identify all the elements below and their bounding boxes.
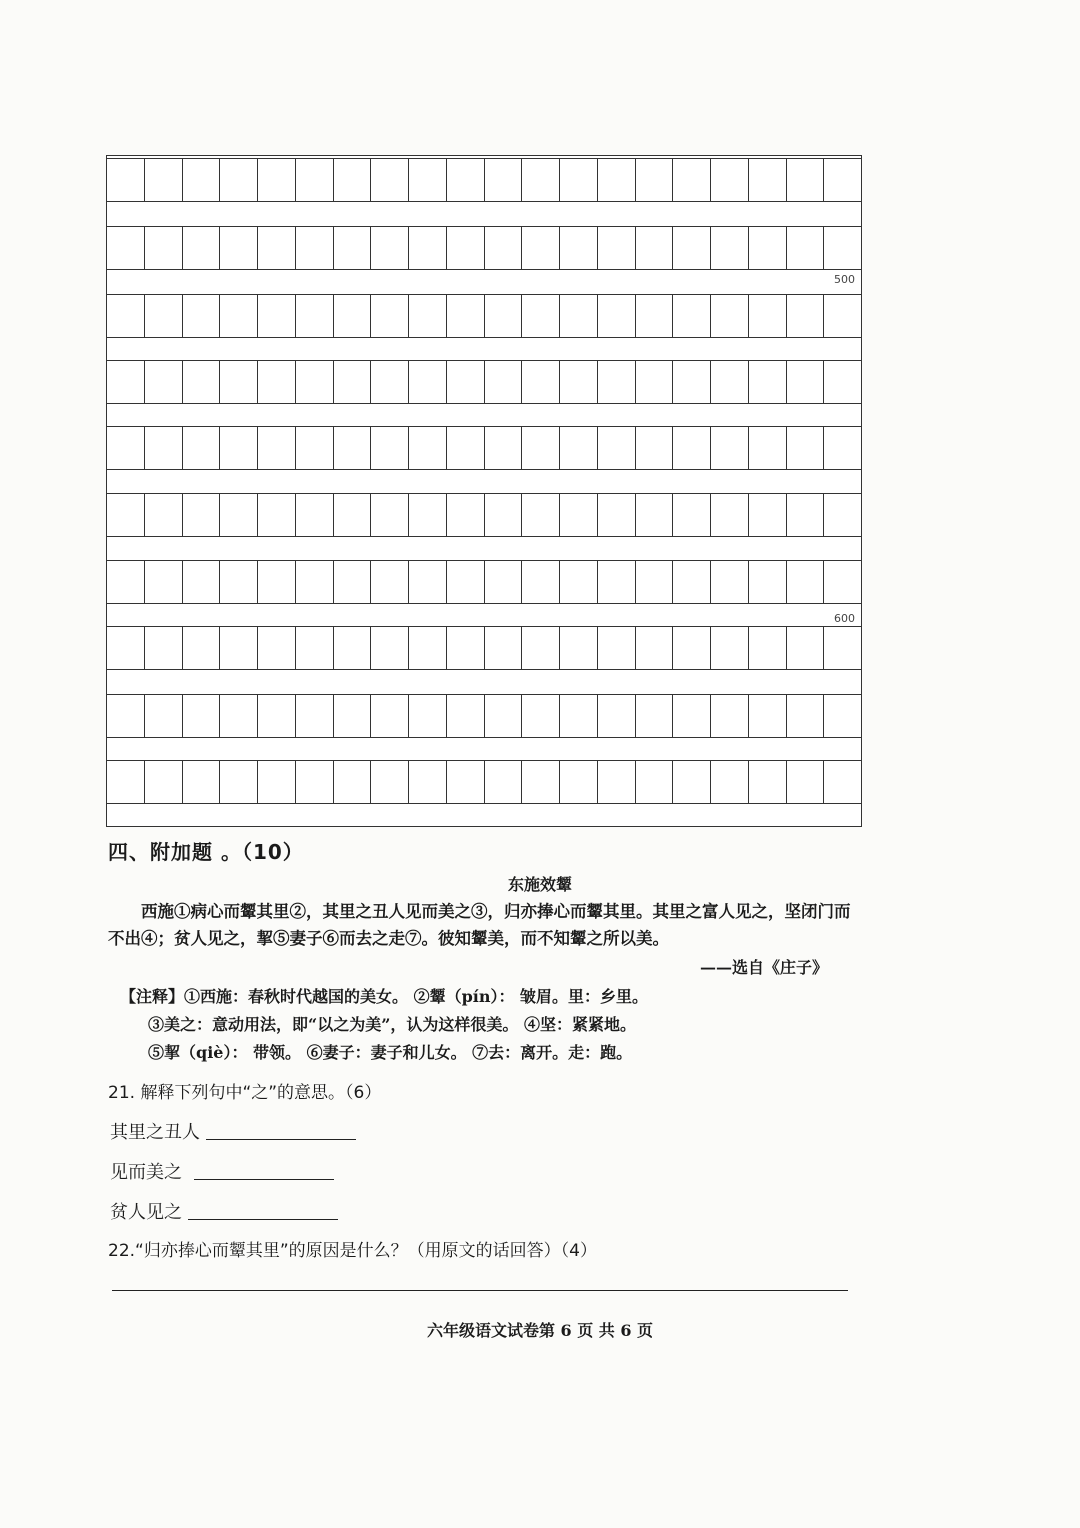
grid-cell[interactable] xyxy=(748,159,786,201)
grid-cell[interactable] xyxy=(107,627,144,669)
answer-prompt-3: 贫人见之 xyxy=(110,1202,182,1223)
grid-cell[interactable] xyxy=(559,427,597,469)
grid-cell[interactable] xyxy=(219,159,257,201)
grid-cell[interactable] xyxy=(144,361,182,403)
grid-cell[interactable] xyxy=(144,227,182,269)
answer-line-22[interactable] xyxy=(112,1290,848,1291)
grid-row xyxy=(107,493,861,537)
grid-cell[interactable] xyxy=(597,295,635,337)
grid-cell[interactable] xyxy=(295,295,333,337)
grid-cell[interactable] xyxy=(107,561,144,603)
grid-cell[interactable] xyxy=(295,427,333,469)
grid-cell[interactable] xyxy=(446,561,484,603)
grid-cell[interactable] xyxy=(521,295,559,337)
grid-cell[interactable] xyxy=(219,227,257,269)
grid-cell[interactable] xyxy=(823,627,861,669)
grid-cell[interactable] xyxy=(107,227,144,269)
grid-cell[interactable] xyxy=(559,761,597,803)
grid-cell[interactable] xyxy=(333,695,371,737)
grid-cell[interactable] xyxy=(408,159,446,201)
composition-grid xyxy=(106,155,862,827)
answer-row-3 xyxy=(110,1198,338,1224)
answer-row-2 xyxy=(110,1158,334,1184)
grid-cell[interactable] xyxy=(823,761,861,803)
grid-cell[interactable] xyxy=(672,227,710,269)
grid-cell[interactable] xyxy=(710,427,748,469)
grid-cell[interactable] xyxy=(295,494,333,536)
grid-cell[interactable] xyxy=(219,761,257,803)
grid-cell[interactable] xyxy=(107,494,144,536)
grid-cell[interactable] xyxy=(257,159,295,201)
grid-cell[interactable] xyxy=(446,295,484,337)
grid-cell[interactable] xyxy=(107,159,144,201)
grid-cell[interactable] xyxy=(521,761,559,803)
grid-cell[interactable] xyxy=(597,427,635,469)
grid-cell[interactable] xyxy=(446,695,484,737)
grid-cell[interactable] xyxy=(748,494,786,536)
grid-cell[interactable] xyxy=(257,761,295,803)
grid-cell[interactable] xyxy=(446,361,484,403)
answer-row-1 xyxy=(110,1118,356,1144)
grid-cell[interactable] xyxy=(446,494,484,536)
grid-cell[interactable] xyxy=(408,761,446,803)
grid-cell[interactable] xyxy=(672,295,710,337)
grid-cell[interactable] xyxy=(823,227,861,269)
grid-cell[interactable] xyxy=(786,361,824,403)
grid-count-mark: 500 xyxy=(834,273,855,286)
grid-cell[interactable] xyxy=(748,761,786,803)
passage-title: 东施效颦 xyxy=(507,875,572,894)
grid-cell[interactable] xyxy=(710,227,748,269)
grid-cell[interactable] xyxy=(408,561,446,603)
grid-cell[interactable] xyxy=(786,695,824,737)
grid-cell[interactable] xyxy=(219,494,257,536)
grid-cell[interactable] xyxy=(748,227,786,269)
grid-cell[interactable] xyxy=(182,761,220,803)
grid-cell[interactable] xyxy=(521,227,559,269)
grid-cell[interactable] xyxy=(333,295,371,337)
grid-cell[interactable] xyxy=(559,159,597,201)
grid-cell[interactable] xyxy=(182,427,220,469)
grid-cell[interactable] xyxy=(219,427,257,469)
grid-cell[interactable] xyxy=(597,627,635,669)
grid-cell[interactable] xyxy=(182,227,220,269)
grid-cell[interactable] xyxy=(823,494,861,536)
grid-cell[interactable] xyxy=(484,695,522,737)
grid-cell[interactable] xyxy=(672,494,710,536)
answer-prompt-2: 见而美之 xyxy=(110,1162,182,1183)
grid-cell[interactable] xyxy=(484,627,522,669)
grid-cell[interactable] xyxy=(484,361,522,403)
grid-row xyxy=(107,294,861,338)
grid-cell[interactable] xyxy=(597,761,635,803)
note-line-1: 【注释】①西施：春秋时代越国的美女。 ②颦（pín）： 皱眉。里：乡里。 xyxy=(120,987,649,1006)
grid-cell[interactable] xyxy=(559,561,597,603)
grid-cell[interactable] xyxy=(635,427,673,469)
grid-cell[interactable] xyxy=(597,159,635,201)
question-21: 21. 解释下列句中“之”的意思。（6） xyxy=(108,1083,382,1103)
grid-cell[interactable] xyxy=(219,561,257,603)
passage-text: 西施①病心而颦其里②，其里之丑人见而美之③，归亦捧心而颦其里。其里之富人见之，坚闭门而不出④；贫人见之，挈⑤妻子⑥而去之走⑦。彼知颦美，而不知颦之所以美。 xyxy=(108,902,851,948)
grid-cell[interactable] xyxy=(635,361,673,403)
grid-cell[interactable] xyxy=(521,361,559,403)
grid-cell[interactable] xyxy=(182,361,220,403)
grid-cell[interactable] xyxy=(559,494,597,536)
page-footer: 六年级语文试卷第 6 页 共 6 页 xyxy=(426,1321,654,1340)
grid-cell[interactable] xyxy=(257,494,295,536)
grid-count-mark: 600 xyxy=(834,612,855,625)
grid-cell[interactable] xyxy=(710,159,748,201)
grid-row xyxy=(107,626,861,670)
grid-cell[interactable] xyxy=(484,159,522,201)
grid-cell[interactable] xyxy=(182,561,220,603)
grid-cell[interactable] xyxy=(408,627,446,669)
grid-cell[interactable] xyxy=(370,695,408,737)
grid-cell[interactable] xyxy=(786,627,824,669)
section-title: 四、附加题 。（10） xyxy=(108,840,304,864)
grid-cell[interactable] xyxy=(786,227,824,269)
grid-cell[interactable] xyxy=(823,361,861,403)
grid-cell[interactable] xyxy=(257,361,295,403)
grid-cell[interactable] xyxy=(597,494,635,536)
grid-cell[interactable] xyxy=(484,295,522,337)
passage-source: ——选自《庄子》 xyxy=(700,958,829,977)
grid-cell[interactable] xyxy=(559,227,597,269)
grid-cell[interactable] xyxy=(257,295,295,337)
grid-cell[interactable] xyxy=(635,627,673,669)
grid-cell[interactable] xyxy=(333,494,371,536)
answer-prompt-1: 其里之丑人 xyxy=(110,1122,200,1143)
grid-cell[interactable] xyxy=(559,295,597,337)
grid-cell[interactable] xyxy=(370,295,408,337)
grid-cell[interactable] xyxy=(219,627,257,669)
grid-cell[interactable] xyxy=(748,427,786,469)
grid-cell[interactable] xyxy=(370,494,408,536)
grid-cell[interactable] xyxy=(182,695,220,737)
grid-cell[interactable] xyxy=(672,761,710,803)
grid-cell[interactable] xyxy=(597,361,635,403)
grid-cell[interactable] xyxy=(107,761,144,803)
grid-cell[interactable] xyxy=(333,159,371,201)
grid-cell[interactable] xyxy=(408,295,446,337)
grid-cell[interactable] xyxy=(484,761,522,803)
grid-cell[interactable] xyxy=(219,295,257,337)
grid-cell[interactable] xyxy=(182,627,220,669)
grid-cell[interactable] xyxy=(823,427,861,469)
grid-cell[interactable] xyxy=(446,427,484,469)
grid-cell[interactable] xyxy=(484,494,522,536)
grid-cell[interactable] xyxy=(257,427,295,469)
grid-cell[interactable] xyxy=(710,295,748,337)
grid-cell[interactable] xyxy=(333,427,371,469)
grid-row xyxy=(107,426,861,470)
grid-cell[interactable] xyxy=(710,761,748,803)
grid-cell[interactable] xyxy=(710,361,748,403)
grid-cell[interactable] xyxy=(370,561,408,603)
grid-cell[interactable] xyxy=(748,561,786,603)
grid-cell[interactable] xyxy=(672,561,710,603)
grid-cell[interactable] xyxy=(521,695,559,737)
grid-cell[interactable] xyxy=(257,695,295,737)
grid-cell[interactable] xyxy=(219,361,257,403)
grid-cell[interactable] xyxy=(521,494,559,536)
grid-cell[interactable] xyxy=(446,159,484,201)
grid-cell[interactable] xyxy=(144,761,182,803)
grid-cell[interactable] xyxy=(635,494,673,536)
grid-cell[interactable] xyxy=(144,695,182,737)
grid-cell[interactable] xyxy=(144,494,182,536)
grid-cell[interactable] xyxy=(219,695,257,737)
grid-cell[interactable] xyxy=(786,159,824,201)
grid-cell[interactable] xyxy=(295,227,333,269)
grid-row xyxy=(107,560,861,604)
grid-cell[interactable] xyxy=(521,427,559,469)
grid-cell[interactable] xyxy=(748,627,786,669)
grid-row xyxy=(107,760,861,804)
grid-cell[interactable] xyxy=(295,627,333,669)
grid-cell[interactable] xyxy=(333,227,371,269)
grid-cell[interactable] xyxy=(446,761,484,803)
grid-cell[interactable] xyxy=(635,159,673,201)
answer-blank-3[interactable] xyxy=(188,1218,338,1220)
grid-cell[interactable] xyxy=(257,561,295,603)
grid-cell[interactable] xyxy=(710,494,748,536)
grid-cell[interactable] xyxy=(823,561,861,603)
grid-cell[interactable] xyxy=(484,427,522,469)
grid-cell[interactable] xyxy=(672,627,710,669)
grid-cell[interactable] xyxy=(672,427,710,469)
grid-cell[interactable] xyxy=(295,695,333,737)
grid-cell[interactable] xyxy=(257,627,295,669)
grid-cell[interactable] xyxy=(521,627,559,669)
grid-row xyxy=(107,226,861,270)
grid-cell[interactable] xyxy=(635,227,673,269)
grid-cell[interactable] xyxy=(182,494,220,536)
grid-cell[interactable] xyxy=(597,695,635,737)
grid-cell[interactable] xyxy=(786,295,824,337)
grid-cell[interactable] xyxy=(710,627,748,669)
grid-cell[interactable] xyxy=(484,227,522,269)
grid-cell[interactable] xyxy=(333,627,371,669)
grid-cell[interactable] xyxy=(823,695,861,737)
grid-cell[interactable] xyxy=(295,361,333,403)
grid-cell[interactable] xyxy=(370,159,408,201)
grid-row xyxy=(107,158,861,202)
grid-cell[interactable] xyxy=(672,159,710,201)
grid-cell[interactable] xyxy=(710,561,748,603)
grid-cell[interactable] xyxy=(786,427,824,469)
grid-cell[interactable] xyxy=(748,295,786,337)
grid-cell[interactable] xyxy=(107,361,144,403)
grid-cell[interactable] xyxy=(559,695,597,737)
grid-cell[interactable] xyxy=(333,761,371,803)
grid-cell[interactable] xyxy=(748,361,786,403)
grid-cell[interactable] xyxy=(786,494,824,536)
grid-cell[interactable] xyxy=(295,761,333,803)
grid-cell[interactable] xyxy=(370,627,408,669)
grid-cell[interactable] xyxy=(333,361,371,403)
grid-cell[interactable] xyxy=(635,561,673,603)
grid-cell[interactable] xyxy=(408,361,446,403)
grid-cell[interactable] xyxy=(408,494,446,536)
grid-cell[interactable] xyxy=(144,561,182,603)
grid-cell[interactable] xyxy=(408,427,446,469)
grid-cell[interactable] xyxy=(823,159,861,201)
grid-cell[interactable] xyxy=(370,227,408,269)
answer-blank-2[interactable] xyxy=(194,1178,334,1180)
grid-cell[interactable] xyxy=(635,295,673,337)
grid-cell[interactable] xyxy=(144,427,182,469)
grid-cell[interactable] xyxy=(484,561,522,603)
grid-cell[interactable] xyxy=(408,695,446,737)
grid-cell[interactable] xyxy=(597,227,635,269)
grid-cell[interactable] xyxy=(672,695,710,737)
grid-cell[interactable] xyxy=(635,761,673,803)
note-line-2: ③美之：意动用法，即“以之为美”，认为这样很美。 ④坚：紧紧地。 xyxy=(148,1015,636,1034)
grid-row xyxy=(107,360,861,404)
grid-cell[interactable] xyxy=(635,695,673,737)
grid-cell[interactable] xyxy=(521,159,559,201)
grid-cell[interactable] xyxy=(370,361,408,403)
grid-cell[interactable] xyxy=(521,561,559,603)
grid-cell[interactable] xyxy=(559,361,597,403)
grid-cell[interactable] xyxy=(182,295,220,337)
grid-cell[interactable] xyxy=(748,695,786,737)
question-22: 22.“归亦捧心而颦其里”的原因是什么？（用原文的话回答）（4） xyxy=(108,1241,597,1261)
grid-cell[interactable] xyxy=(672,361,710,403)
grid-cell[interactable] xyxy=(144,159,182,201)
grid-cell[interactable] xyxy=(786,561,824,603)
grid-cell[interactable] xyxy=(295,159,333,201)
grid-cell[interactable] xyxy=(408,227,446,269)
grid-cell[interactable] xyxy=(786,761,824,803)
grid-cell[interactable] xyxy=(182,159,220,201)
grid-cell[interactable] xyxy=(370,761,408,803)
grid-cell[interactable] xyxy=(144,627,182,669)
grid-cell[interactable] xyxy=(144,295,182,337)
grid-cell[interactable] xyxy=(333,561,371,603)
grid-cell[interactable] xyxy=(107,695,144,737)
grid-row xyxy=(107,694,861,738)
grid-cell[interactable] xyxy=(370,427,408,469)
grid-cell[interactable] xyxy=(559,627,597,669)
grid-cell[interactable] xyxy=(257,227,295,269)
grid-cell[interactable] xyxy=(107,427,144,469)
grid-cell[interactable] xyxy=(823,295,861,337)
grid-cell[interactable] xyxy=(446,627,484,669)
grid-cell[interactable] xyxy=(597,561,635,603)
grid-cell[interactable] xyxy=(295,561,333,603)
grid-cell[interactable] xyxy=(446,227,484,269)
note-line-3: ⑤挈（qiè）： 带领。 ⑥妻子：妻子和儿女。 ⑦去：离开。走：跑。 xyxy=(148,1043,633,1062)
answer-blank-1[interactable] xyxy=(206,1138,356,1140)
grid-cell[interactable] xyxy=(710,695,748,737)
grid-cell[interactable] xyxy=(107,295,144,337)
